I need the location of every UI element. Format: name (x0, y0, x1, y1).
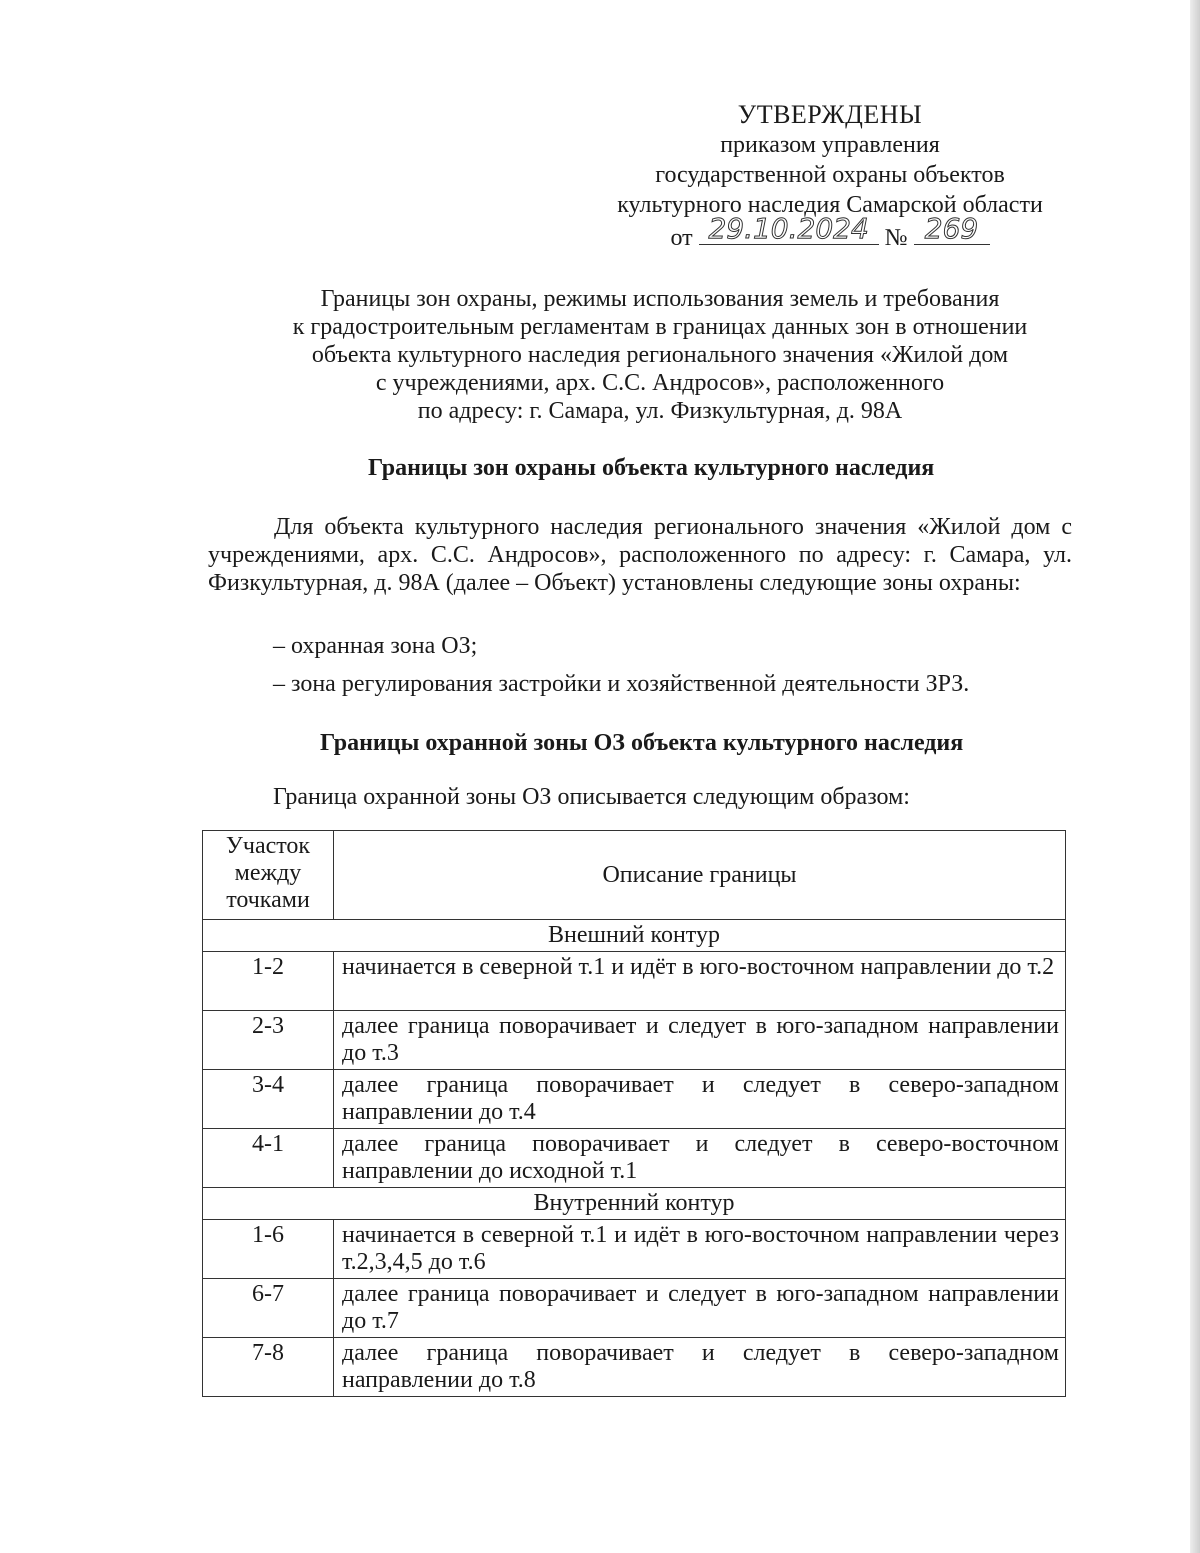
segment-cell: 6-7 (203, 1279, 334, 1338)
segment-cell: 2-3 (203, 1011, 334, 1070)
document-title-line-4: с учреждениями, арх. С.С. Андросов», расположенного (375, 370, 945, 396)
boundary-table (202, 830, 1066, 1397)
table-row (203, 1070, 1066, 1129)
table-row (203, 1129, 1066, 1188)
approval-line-2: государственной охраны объектов (655, 162, 1005, 188)
handwritten-number: 269 (924, 212, 979, 245)
handwritten-date: 29.10.2024 (708, 212, 869, 245)
section-heading-zones: Границы зон охраны объекта культурного наследия (368, 455, 935, 481)
approval-title: УТВЕРЖДЕНЫ (737, 100, 923, 129)
segment-cell: 1-6 (203, 1220, 334, 1279)
number-label: № (884, 225, 908, 251)
from-label: от (670, 225, 693, 251)
approval-line-3: культурного наследия Самарской области (617, 192, 1043, 218)
document-title-line-1: Границы зон охраны, режимы использования земель и требования (320, 286, 1000, 312)
description-cell: далее граница поворачивает и следует в северо-западном направлении до т.4 (334, 1070, 1066, 1129)
document-title-line-5: по адресу: г. Самара, ул. Физкультурная, д. 98А (417, 398, 903, 424)
segment-cell: 1-2 (203, 952, 334, 1011)
segment-cell: 7-8 (203, 1338, 334, 1397)
description-cell: далее граница поворачивает и следует в юго-западном направлении до т.3 (334, 1011, 1066, 1070)
table-header-row (203, 831, 1066, 920)
contour-row-inner (203, 1188, 1066, 1220)
inner-contour-label: Внутренний контур (203, 1188, 1066, 1220)
table-row (203, 952, 1066, 1011)
section-heading-oz: Границы охранной зоны ОЗ объекта культурного наследия (320, 730, 964, 756)
description-cell: далее граница поворачивает и следует в юго-западном направлении до т.7 (334, 1279, 1066, 1338)
segment-cell: 4-1 (203, 1129, 334, 1188)
approval-date-line (560, 212, 1100, 253)
document-title-line-2: к градостроительным регламентам в границах данных зон в отношении (292, 314, 1028, 340)
description-cell: далее граница поворачивает и следует в северо-восточном направлении до исходной т.1 (334, 1129, 1066, 1188)
document-title (220, 285, 1100, 425)
header-segment: Участок между точками (203, 831, 334, 920)
document-title-line-3: объекта культурного наследия регионального значения «Жилой дом (311, 342, 1009, 368)
table-row (203, 1011, 1066, 1070)
table-row (203, 1279, 1066, 1338)
header-description: Описание границы (334, 831, 1066, 920)
section-paragraph (208, 513, 1072, 597)
bullet-security-zone: – охранная зона ОЗ; (273, 633, 478, 659)
description-cell: начинается в северной т.1 и идёт в юго-восточном направлении через т.2,3,4,5 до т.6 (334, 1220, 1066, 1279)
outer-contour-label: Внешний контур (203, 920, 1066, 952)
scan-edge (1190, 0, 1200, 1553)
description-cell: начинается в северной т.1 и идёт в юго-восточном направлении до т.2 (334, 952, 1066, 1011)
approval-line-1: приказом управления (720, 132, 940, 158)
segment-cell: 3-4 (203, 1070, 334, 1129)
number-field (914, 212, 990, 245)
date-field (699, 212, 879, 245)
bullet-regulation-zone: – зона регулирования застройки и хозяйственной деятельности ЗРЗ. (273, 671, 970, 697)
contour-row-outer (203, 920, 1066, 952)
approval-block (560, 100, 1100, 253)
paragraph-text: Для объекта культурного наследия регионального значения «Жилой дом с учреждениями, арх. С.С. Андросов», расположенного по адресу: г. Самара, ул. Физкультурная, д. 98А (далее – Объект) установлены следующие зоны охраны: (208, 514, 1072, 596)
description-cell: далее граница поворачивает и следует в северо-западном направлении до т.8 (334, 1338, 1066, 1397)
table-row (203, 1338, 1066, 1397)
table-row (203, 1220, 1066, 1279)
section-intro: Граница охранной зоны ОЗ описывается следующим образом: (273, 784, 910, 810)
